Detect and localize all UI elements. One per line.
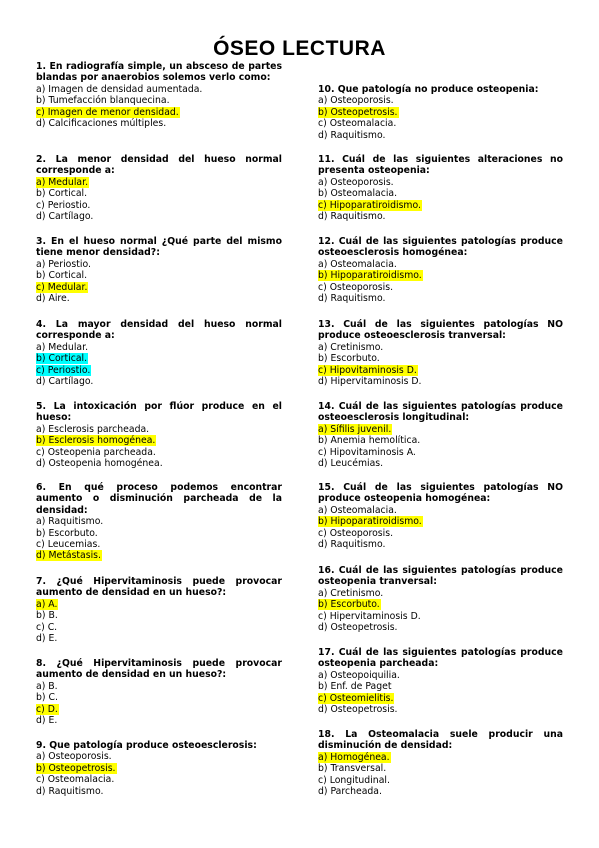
- answer-text: d) Raquitismo.: [318, 129, 386, 141]
- question-block: [36, 576, 282, 644]
- answer-text: d) Raquitismo.: [318, 539, 386, 551]
- answer-option: [36, 95, 282, 106]
- answer-text: d) Cartílago.: [36, 376, 94, 388]
- question-block: [318, 84, 563, 141]
- answer-option: [36, 763, 282, 774]
- answer-option: [36, 458, 282, 469]
- answer-option: [318, 763, 563, 774]
- highlighted-answer-text: c) Osteomielitis.: [318, 692, 394, 704]
- answer-option: [36, 211, 282, 222]
- answer-text: c) Osteopenia parcheada.: [36, 446, 156, 458]
- answer-option: [318, 342, 563, 353]
- answer-text: b) Escorbuto.: [36, 527, 98, 539]
- answer-text: a) Medular.: [36, 341, 89, 353]
- highlighted-answer-text: c) Medular.: [36, 281, 88, 293]
- question-block: [318, 482, 563, 550]
- answer-text: a) Osteoporosis.: [36, 751, 112, 763]
- answer-option: [36, 692, 282, 703]
- highlighted-answer-text: b) Hipoparatiroidismo.: [318, 516, 422, 528]
- answer-option: [36, 84, 282, 95]
- answer-option: [318, 188, 563, 199]
- answer-text: d) E.: [36, 715, 58, 727]
- question-text: 7. ¿Qué Hipervitaminosis puede provocar aumento de densidad en un hueso?:: [36, 576, 282, 599]
- highlighted-answer-text: b) Osteopetrosis.: [318, 106, 398, 118]
- question-text: 13. Cuál de las siguientes patologías NO produce osteoesclerosis tranversal:: [318, 319, 563, 342]
- answer-option: [36, 118, 282, 129]
- answer-option: [318, 282, 563, 293]
- question-text: 10. Que patología no produce osteopenia:: [318, 84, 539, 95]
- answer-text: b) Tumefacción blanquecina.: [36, 95, 170, 107]
- answer-option: [36, 447, 282, 458]
- answer-option: [318, 447, 563, 458]
- highlighted-answer-text: c) Imagen de menor densidad.: [36, 106, 179, 118]
- answer-option: [36, 599, 282, 610]
- answer-text: c) C.: [36, 621, 58, 633]
- answer-text: d) Raquitismo.: [318, 293, 386, 305]
- answer-option: [36, 528, 282, 539]
- answer-text: a) B.: [36, 680, 58, 692]
- answer-text: c) Osteoporosis.: [318, 281, 394, 293]
- answer-text: a) Cretinismo.: [318, 587, 384, 599]
- answer-option: [36, 282, 282, 293]
- question-block: [318, 154, 563, 222]
- answer-option: [318, 200, 563, 211]
- answer-text: d) E.: [36, 633, 58, 645]
- answer-text: a) Imagen de densidad aumentada.: [36, 83, 203, 95]
- answer-option: [318, 611, 563, 622]
- highlighted-answer-text: c) Hipoparatiroidismo.: [318, 199, 421, 211]
- question-text: 18. La Osteomalacia suele producir una disminución de densidad:: [318, 729, 563, 752]
- answer-option: [318, 353, 563, 364]
- answer-option: [36, 342, 282, 353]
- question-text: 6. En qué proceso podemos encontrar aumento o disminución parcheada de la densidad:: [36, 482, 282, 516]
- answer-text: a) Cretinismo.: [318, 341, 384, 353]
- answer-text: c) Osteoporosis.: [318, 527, 394, 539]
- answer-option: [318, 588, 563, 599]
- question-block: [318, 565, 563, 633]
- answer-option: [36, 200, 282, 211]
- answer-option: [318, 704, 563, 715]
- answer-option: [36, 539, 282, 550]
- question-block: [318, 236, 563, 304]
- answer-text: a) Osteoporosis.: [318, 176, 394, 188]
- question-text: 4. La mayor densidad del hueso normal corresponde a:: [36, 319, 282, 342]
- question-block: [318, 729, 563, 797]
- question-block: [36, 319, 282, 387]
- highlighted-answer-text: c) Periostio.: [36, 364, 91, 376]
- answer-text: d) Calcificaciones múltiples.: [36, 118, 167, 130]
- highlighted-answer-text: a) Homogénea.: [318, 751, 390, 763]
- answer-option: [318, 130, 563, 141]
- answer-option: [36, 353, 282, 364]
- answer-text: a) Osteomalacia.: [318, 258, 397, 270]
- answer-text: b) Anemia hemolítica.: [318, 435, 421, 447]
- answer-option: [36, 177, 282, 188]
- highlighted-answer-text: c) Hipovitaminosis D.: [318, 364, 417, 376]
- answer-option: [36, 365, 282, 376]
- answer-text: d) Osteopetrosis.: [318, 622, 398, 634]
- highlighted-answer-text: a) Medular.: [36, 176, 89, 188]
- answer-text: c) Leucemias.: [36, 539, 101, 551]
- answer-option: [36, 715, 282, 726]
- answer-text: a) Raquitismo.: [36, 516, 104, 528]
- question-text: 2. La menor densidad del hueso normal corresponde a:: [36, 154, 282, 177]
- question-text: 17. Cuál de las siguientes patologías produce osteopenia parcheada:: [318, 647, 563, 670]
- answer-option: [318, 118, 563, 129]
- answer-text: d) Raquitismo.: [318, 211, 386, 223]
- answer-option: [36, 516, 282, 527]
- answer-text: b) C.: [36, 692, 58, 704]
- answer-option: [36, 188, 282, 199]
- answer-text: d) Aire.: [36, 293, 70, 305]
- question-text: 5. La intoxicación por flúor produce en el hueso:: [36, 401, 282, 424]
- answer-option: [36, 424, 282, 435]
- answer-text: b) Cortical.: [36, 188, 88, 200]
- answer-text: c) Longitudinal.: [318, 774, 390, 786]
- answer-option: [36, 259, 282, 270]
- answer-option: [318, 622, 563, 633]
- answer-option: [318, 670, 563, 681]
- question-block: [36, 236, 282, 304]
- answer-option: [36, 786, 282, 797]
- question-block: [318, 319, 563, 387]
- answer-text: b) Cortical.: [36, 270, 88, 282]
- answer-option: [318, 599, 563, 610]
- question-text: 16. Cuál de las siguientes patologías produce osteopenia tranversal:: [318, 565, 563, 588]
- question-text: 12. Cuál de las siguientes patologías produce osteoesclerosis homogénea:: [318, 236, 563, 259]
- answer-text: d) Hipervitaminosis D.: [318, 376, 422, 388]
- answer-option: [36, 704, 282, 715]
- highlighted-answer-text: c) D.: [36, 703, 58, 715]
- answer-option: [36, 270, 282, 281]
- answer-option: [36, 774, 282, 785]
- answer-option: [318, 424, 563, 435]
- answer-option: [318, 95, 563, 106]
- answer-option: [36, 435, 282, 446]
- highlighted-answer-text: b) Cortical.: [36, 353, 88, 365]
- question-block: [318, 401, 563, 469]
- answer-option: [318, 458, 563, 469]
- answer-option: [36, 681, 282, 692]
- question-block: [36, 740, 282, 797]
- answer-text: a) Osteomalacia.: [318, 504, 397, 516]
- answer-text: c) Osteomalacia.: [36, 774, 115, 786]
- answer-option: [36, 293, 282, 304]
- answer-text: d) Cartílago.: [36, 211, 94, 223]
- answer-text: c) Hipovitaminosis A.: [318, 446, 416, 458]
- highlighted-answer-text: b) Esclerosis homogénea.: [36, 435, 156, 447]
- question-text: 3. En el hueso normal ¿Qué parte del mismo tiene menor densidad?:: [36, 236, 282, 259]
- question-block: [36, 482, 282, 562]
- question-text: 15. Cuál de las siguientes patologías NO produce osteopenia homogénea:: [318, 482, 563, 505]
- answer-text: b) Enf. de Paget: [318, 681, 392, 693]
- answer-option: [318, 177, 563, 188]
- answer-option: [318, 539, 563, 550]
- highlighted-answer-text: b) Hipoparatiroidismo.: [318, 270, 422, 282]
- answer-option: [318, 693, 563, 704]
- answer-text: b) B.: [36, 610, 58, 622]
- highlighted-answer-text: d) Metástasis.: [36, 550, 101, 562]
- highlighted-answer-text: a) A.: [36, 598, 58, 610]
- answer-option: [318, 270, 563, 281]
- answer-option: [318, 211, 563, 222]
- answer-text: d) Raquitismo.: [36, 785, 104, 797]
- highlighted-answer-text: a) Sífilis juvenil.: [318, 423, 392, 435]
- answer-option: [318, 293, 563, 304]
- question-text: 11. Cuál de las siguientes alteraciones no presenta osteopenia:: [318, 154, 563, 177]
- answer-option: [318, 775, 563, 786]
- question-block: [36, 401, 282, 469]
- question-text: 14. Cuál de las siguientes patologías produce osteoesclerosis longitudinal:: [318, 401, 563, 424]
- answer-text: a) Osteopoiquilia.: [318, 669, 400, 681]
- question-text: 9. Que patología produce osteoesclerosis:: [36, 740, 257, 751]
- question-text: 8. ¿Qué Hipervitaminosis puede provocar aumento de densidad en un hueso?:: [36, 658, 282, 681]
- answer-option: [36, 622, 282, 633]
- question-text: 1. En radiografía simple, un absceso de partes blandas por anaerobios solemos verlo como:: [36, 61, 282, 84]
- answer-option: [36, 107, 282, 118]
- answer-text: c) Hipervitaminosis D.: [318, 610, 421, 622]
- page-title: ÓSEO LECTURA: [213, 37, 386, 60]
- answer-text: a) Esclerosis parcheada.: [36, 423, 150, 435]
- answer-text: d) Parcheada.: [318, 786, 382, 798]
- answer-option: [318, 516, 563, 527]
- answer-text: d) Osteopenia homogénea.: [36, 458, 163, 470]
- answer-text: a) Osteoporosis.: [318, 95, 394, 107]
- answer-option: [318, 528, 563, 539]
- answer-text: c) Osteomalacia.: [318, 118, 397, 130]
- answer-option: [318, 259, 563, 270]
- answer-text: d) Osteopetrosis.: [318, 704, 398, 716]
- question-block: [36, 61, 282, 129]
- answer-option: [318, 365, 563, 376]
- answer-option: [318, 752, 563, 763]
- answer-text: b) Escorbuto.: [318, 353, 380, 365]
- highlighted-answer-text: b) Escorbuto.: [318, 599, 380, 611]
- answer-text: b) Transversal.: [318, 763, 387, 775]
- answer-option: [36, 751, 282, 762]
- answer-option: [318, 786, 563, 797]
- answer-option: [36, 550, 282, 561]
- question-block: [318, 647, 563, 715]
- answer-option: [36, 610, 282, 621]
- answer-text: d) Leucémias.: [318, 458, 384, 470]
- question-block: [36, 154, 282, 222]
- answer-option: [318, 376, 563, 387]
- answer-text: c) Periostio.: [36, 199, 91, 211]
- highlighted-answer-text: b) Osteopetrosis.: [36, 762, 116, 774]
- answer-option: [36, 633, 282, 644]
- answer-option: [318, 681, 563, 692]
- answer-text: a) Periostio.: [36, 258, 91, 270]
- answer-option: [36, 376, 282, 387]
- answer-option: [318, 435, 563, 446]
- answer-text: b) Osteomalacia.: [318, 188, 398, 200]
- answer-option: [318, 505, 563, 516]
- question-block: [36, 658, 282, 726]
- answer-option: [318, 107, 563, 118]
